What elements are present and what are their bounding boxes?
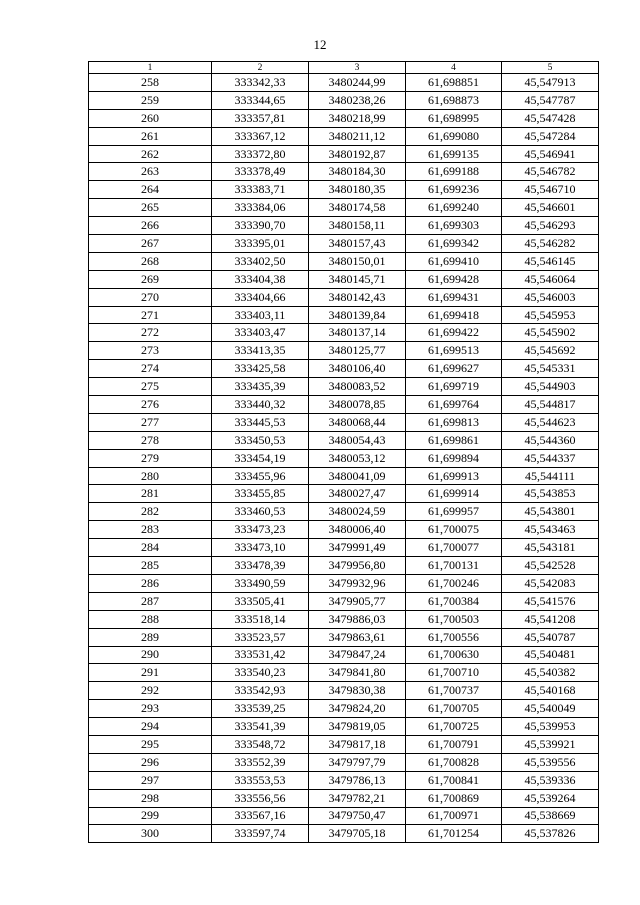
table-cell: 333383,71 (212, 181, 309, 199)
table-cell: 333455,85 (212, 485, 309, 503)
table-cell: 45,547787 (502, 91, 599, 109)
table-cell: 333445,53 (212, 413, 309, 431)
table-row (89, 270, 599, 288)
table-row (89, 610, 599, 628)
table-cell: 333473,23 (212, 521, 309, 539)
table-cell: 3480041,09 (309, 467, 406, 485)
table-cell: 333567,16 (212, 807, 309, 825)
table-cell: 333390,70 (212, 217, 309, 235)
column-header: 1 (89, 62, 212, 74)
point-number-cell: 274 (89, 360, 212, 378)
table-cell: 3480184,30 (309, 163, 406, 181)
table-cell: 333403,11 (212, 306, 309, 324)
table-cell: 333372,80 (212, 145, 309, 163)
point-number-cell: 279 (89, 449, 212, 467)
table-cell: 333460,53 (212, 503, 309, 521)
table-cell: 3480211,12 (309, 127, 406, 145)
table-cell: 333553,53 (212, 771, 309, 789)
table-row (89, 252, 599, 270)
point-number-cell: 293 (89, 700, 212, 718)
table-cell: 61,699813 (406, 413, 502, 431)
table-cell: 45,544337 (502, 449, 599, 467)
table-row (89, 181, 599, 199)
table-cell: 45,543181 (502, 539, 599, 557)
point-number-cell: 270 (89, 288, 212, 306)
point-number-cell: 269 (89, 270, 212, 288)
table-cell: 45,546293 (502, 217, 599, 235)
point-number-cell: 300 (89, 825, 212, 843)
table-cell: 333450,53 (212, 431, 309, 449)
point-number-cell: 298 (89, 789, 212, 807)
table-cell: 3480024,59 (309, 503, 406, 521)
table-row (89, 682, 599, 700)
point-number-cell: 284 (89, 539, 212, 557)
table-cell: 45,542083 (502, 574, 599, 592)
table-cell: 61,700971 (406, 807, 502, 825)
table-cell: 61,699342 (406, 235, 502, 253)
table-cell: 3480053,12 (309, 449, 406, 467)
point-number-cell: 285 (89, 557, 212, 575)
point-number-cell: 291 (89, 664, 212, 682)
table-cell: 3479863,61 (309, 628, 406, 646)
point-number-cell: 286 (89, 574, 212, 592)
table-cell: 61,699431 (406, 288, 502, 306)
table-cell: 333384,06 (212, 199, 309, 217)
table-cell: 61,699957 (406, 503, 502, 521)
table-cell: 45,540382 (502, 664, 599, 682)
table-cell: 45,546064 (502, 270, 599, 288)
table-cell: 333357,81 (212, 109, 309, 127)
table-cell: 3479841,80 (309, 664, 406, 682)
table-cell: 61,700075 (406, 521, 502, 539)
table-cell: 61,699303 (406, 217, 502, 235)
table-row (89, 145, 599, 163)
table-cell: 61,699135 (406, 145, 502, 163)
table-cell: 333541,39 (212, 718, 309, 736)
table-cell: 61,699236 (406, 181, 502, 199)
table-cell: 45,545902 (502, 324, 599, 342)
point-number-cell: 296 (89, 753, 212, 771)
table-row (89, 91, 599, 109)
table-cell: 45,540049 (502, 700, 599, 718)
table-cell: 333597,74 (212, 825, 309, 843)
table-cell: 3479705,18 (309, 825, 406, 843)
table-cell: 3480054,43 (309, 431, 406, 449)
table-cell: 61,698851 (406, 74, 502, 92)
table-cell: 61,699080 (406, 127, 502, 145)
table-cell: 45,538669 (502, 807, 599, 825)
table-row (89, 592, 599, 610)
table-cell: 45,541576 (502, 592, 599, 610)
point-number-cell: 282 (89, 503, 212, 521)
table-cell: 3480180,35 (309, 181, 406, 199)
table-cell: 3480157,43 (309, 235, 406, 253)
table-cell: 61,699410 (406, 252, 502, 270)
table-cell: 333490,59 (212, 574, 309, 592)
point-number-cell: 288 (89, 610, 212, 628)
table-cell: 61,700828 (406, 753, 502, 771)
table-cell: 3479819,05 (309, 718, 406, 736)
table-cell: 45,546282 (502, 235, 599, 253)
column-header: 2 (212, 62, 309, 74)
table-row (89, 324, 599, 342)
table-cell: 3480150,01 (309, 252, 406, 270)
table-cell: 333552,39 (212, 753, 309, 771)
table-row (89, 235, 599, 253)
table-cell: 3479932,96 (309, 574, 406, 592)
table-cell: 45,540787 (502, 628, 599, 646)
table-cell: 3479956,80 (309, 557, 406, 575)
table-row (89, 771, 599, 789)
table-row (89, 664, 599, 682)
table-cell: 333523,57 (212, 628, 309, 646)
table-row (89, 342, 599, 360)
table-cell: 61,700725 (406, 718, 502, 736)
table-cell: 3480006,40 (309, 521, 406, 539)
table-cell: 61,699240 (406, 199, 502, 217)
table-cell: 3480139,84 (309, 306, 406, 324)
point-number-cell: 266 (89, 217, 212, 235)
table-cell: 61,699764 (406, 396, 502, 414)
table-cell: 45,544111 (502, 467, 599, 485)
table-cell: 3479750,47 (309, 807, 406, 825)
table-cell: 45,543801 (502, 503, 599, 521)
table-cell: 333556,56 (212, 789, 309, 807)
point-number-cell: 267 (89, 235, 212, 253)
table-cell: 333403,47 (212, 324, 309, 342)
table-body (89, 74, 599, 843)
table-cell: 333395,01 (212, 235, 309, 253)
table-cell: 3479786,13 (309, 771, 406, 789)
table-row (89, 735, 599, 753)
table-cell: 61,699861 (406, 431, 502, 449)
table-cell: 3479830,38 (309, 682, 406, 700)
table-cell: 45,544623 (502, 413, 599, 431)
table-cell: 3479847,24 (309, 646, 406, 664)
point-number-cell: 262 (89, 145, 212, 163)
table-row (89, 503, 599, 521)
table-cell: 45,546145 (502, 252, 599, 270)
table-cell: 61,699627 (406, 360, 502, 378)
point-number-cell: 287 (89, 592, 212, 610)
table-row (89, 360, 599, 378)
point-number-cell: 278 (89, 431, 212, 449)
table-cell: 45,539336 (502, 771, 599, 789)
table-cell: 3479991,49 (309, 539, 406, 557)
table-cell: 61,700710 (406, 664, 502, 682)
table-cell: 61,699913 (406, 467, 502, 485)
table-cell: 61,700737 (406, 682, 502, 700)
point-number-cell: 276 (89, 396, 212, 414)
table-row (89, 413, 599, 431)
table-cell: 61,699428 (406, 270, 502, 288)
point-number-cell: 289 (89, 628, 212, 646)
point-number-cell: 280 (89, 467, 212, 485)
point-number-cell: 277 (89, 413, 212, 431)
table-cell: 3479905,77 (309, 592, 406, 610)
table-row (89, 306, 599, 324)
table-cell: 333455,96 (212, 467, 309, 485)
table-cell: 3480083,52 (309, 378, 406, 396)
table-cell: 333548,72 (212, 735, 309, 753)
table-cell: 3479797,79 (309, 753, 406, 771)
table-cell: 45,546003 (502, 288, 599, 306)
point-number-cell: 259 (89, 91, 212, 109)
table-cell: 3480174,58 (309, 199, 406, 217)
table-cell: 45,544903 (502, 378, 599, 396)
table-cell: 61,700556 (406, 628, 502, 646)
table-cell: 45,539556 (502, 753, 599, 771)
table-cell: 45,545331 (502, 360, 599, 378)
table-row (89, 521, 599, 539)
table-row (89, 378, 599, 396)
table-cell: 61,701254 (406, 825, 502, 843)
table-cell: 3480158,11 (309, 217, 406, 235)
point-number-cell: 290 (89, 646, 212, 664)
coordinates-table (88, 61, 599, 843)
table-cell: 333542,93 (212, 682, 309, 700)
table-cell: 61,699188 (406, 163, 502, 181)
table-cell: 45,547428 (502, 109, 599, 127)
point-number-cell: 264 (89, 181, 212, 199)
table-cell: 45,544360 (502, 431, 599, 449)
table-cell: 333413,35 (212, 342, 309, 360)
point-number-cell: 297 (89, 771, 212, 789)
table-cell: 3480137,14 (309, 324, 406, 342)
table-row (89, 288, 599, 306)
table-cell: 61,699914 (406, 485, 502, 503)
table-cell: 333425,58 (212, 360, 309, 378)
table-cell: 333404,38 (212, 270, 309, 288)
table-row (89, 825, 599, 843)
point-number-cell: 261 (89, 127, 212, 145)
table-cell: 61,698873 (406, 91, 502, 109)
table-cell: 3480244,99 (309, 74, 406, 92)
table-cell: 3480068,44 (309, 413, 406, 431)
table-cell: 61,698995 (406, 109, 502, 127)
point-number-cell: 271 (89, 306, 212, 324)
table-row (89, 217, 599, 235)
table-cell: 333531,42 (212, 646, 309, 664)
table-row (89, 646, 599, 664)
point-number-cell: 294 (89, 718, 212, 736)
table-row (89, 700, 599, 718)
table-cell: 3480142,43 (309, 288, 406, 306)
point-number-cell: 272 (89, 324, 212, 342)
table-cell: 45,545953 (502, 306, 599, 324)
table-cell: 333473,10 (212, 539, 309, 557)
column-header: 5 (502, 62, 599, 74)
table-cell: 61,700705 (406, 700, 502, 718)
table-cell: 333367,12 (212, 127, 309, 145)
table-row (89, 396, 599, 414)
table-cell: 3480218,99 (309, 109, 406, 127)
table-cell: 3480125,77 (309, 342, 406, 360)
point-number-cell: 263 (89, 163, 212, 181)
table-cell: 61,699894 (406, 449, 502, 467)
table-row (89, 449, 599, 467)
table-cell: 45,543853 (502, 485, 599, 503)
table-row (89, 163, 599, 181)
point-number-cell: 295 (89, 735, 212, 753)
column-header: 3 (309, 62, 406, 74)
table-cell: 45,545692 (502, 342, 599, 360)
table-cell: 45,541208 (502, 610, 599, 628)
table-cell: 333342,33 (212, 74, 309, 92)
table-cell: 333435,39 (212, 378, 309, 396)
table-cell: 45,539921 (502, 735, 599, 753)
table-cell: 3479782,21 (309, 789, 406, 807)
point-number-cell: 292 (89, 682, 212, 700)
table-cell: 333378,49 (212, 163, 309, 181)
page-number: 12 (313, 37, 327, 52)
table-cell: 45,546601 (502, 199, 599, 217)
table-cell: 61,700246 (406, 574, 502, 592)
table-cell: 45,547913 (502, 74, 599, 92)
table-row (89, 485, 599, 503)
table-cell: 45,539953 (502, 718, 599, 736)
table-cell: 3479817,18 (309, 735, 406, 753)
table-cell: 333440,32 (212, 396, 309, 414)
table-cell: 61,700384 (406, 592, 502, 610)
point-number-cell: 299 (89, 807, 212, 825)
point-number-cell: 275 (89, 378, 212, 396)
table-cell: 61,700869 (406, 789, 502, 807)
table-cell: 3480078,85 (309, 396, 406, 414)
table-cell: 333518,14 (212, 610, 309, 628)
table-row (89, 628, 599, 646)
table-row (89, 789, 599, 807)
table-cell: 45,546782 (502, 163, 599, 181)
table-cell: 3479886,03 (309, 610, 406, 628)
table-cell: 333540,23 (212, 664, 309, 682)
table-cell: 61,700791 (406, 735, 502, 753)
table-cell: 61,699719 (406, 378, 502, 396)
table-cell: 45,537826 (502, 825, 599, 843)
point-number-cell: 273 (89, 342, 212, 360)
table-cell: 333404,66 (212, 288, 309, 306)
table-cell: 333478,39 (212, 557, 309, 575)
table-cell: 61,700077 (406, 539, 502, 557)
point-number-cell: 258 (89, 74, 212, 92)
table-cell: 45,539264 (502, 789, 599, 807)
table-cell: 45,540168 (502, 682, 599, 700)
table-cell: 61,699418 (406, 306, 502, 324)
table-row (89, 199, 599, 217)
table-row (89, 127, 599, 145)
point-number-cell: 260 (89, 109, 212, 127)
table-cell: 333505,41 (212, 592, 309, 610)
table-cell: 3480238,26 (309, 91, 406, 109)
table-cell: 3480192,87 (309, 145, 406, 163)
column-header: 4 (406, 62, 502, 74)
table-row (89, 718, 599, 736)
table-cell: 3480145,71 (309, 270, 406, 288)
table-row (89, 557, 599, 575)
table-cell: 61,700503 (406, 610, 502, 628)
table-header-row (89, 62, 599, 74)
table-cell: 45,543463 (502, 521, 599, 539)
table-cell: 333454,19 (212, 449, 309, 467)
table-row (89, 467, 599, 485)
point-number-cell: 268 (89, 252, 212, 270)
table-row (89, 109, 599, 127)
table-cell: 61,700841 (406, 771, 502, 789)
point-number-cell: 265 (89, 199, 212, 217)
table-cell: 61,699513 (406, 342, 502, 360)
point-number-cell: 283 (89, 521, 212, 539)
table-cell: 333344,65 (212, 91, 309, 109)
table-cell: 45,540481 (502, 646, 599, 664)
table-cell: 3480027,47 (309, 485, 406, 503)
table-cell: 45,546710 (502, 181, 599, 199)
table-cell: 333539,25 (212, 700, 309, 718)
table-row (89, 539, 599, 557)
table-cell: 45,547284 (502, 127, 599, 145)
table-cell: 45,546941 (502, 145, 599, 163)
table-cell: 45,544817 (502, 396, 599, 414)
table-cell: 45,542528 (502, 557, 599, 575)
point-number-cell: 281 (89, 485, 212, 503)
table-cell: 333402,50 (212, 252, 309, 270)
table-row (89, 753, 599, 771)
table-row (89, 574, 599, 592)
table-cell: 61,700131 (406, 557, 502, 575)
table-cell: 61,699422 (406, 324, 502, 342)
table-row (89, 807, 599, 825)
table-cell: 61,700630 (406, 646, 502, 664)
table-row (89, 74, 599, 92)
table-cell: 3480106,40 (309, 360, 406, 378)
table-cell: 3479824,20 (309, 700, 406, 718)
table-row (89, 431, 599, 449)
